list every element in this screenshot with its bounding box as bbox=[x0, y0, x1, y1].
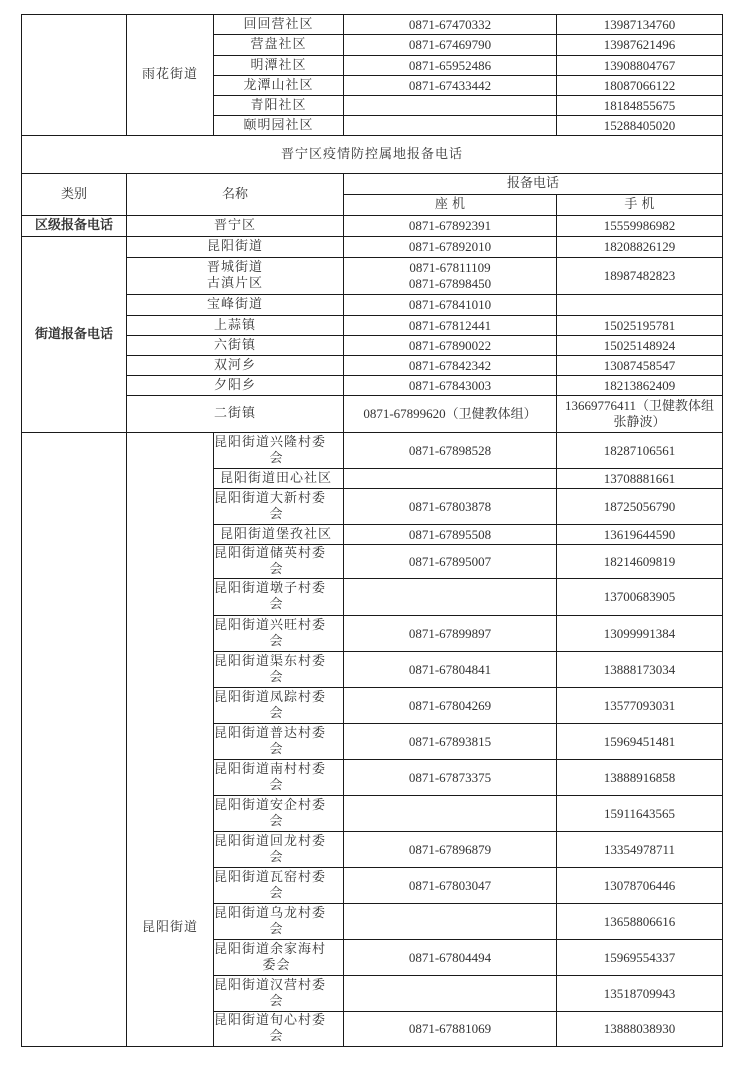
landline bbox=[344, 796, 557, 832]
landline: 0871-67895007 bbox=[344, 545, 557, 579]
landline: 0871-67804494 bbox=[344, 940, 557, 976]
landline: 0871-67812441 bbox=[408, 317, 492, 333]
street-subname: 古滇片区 bbox=[206, 276, 263, 291]
village-name: 昆阳街道凤踪村委 bbox=[214, 689, 327, 705]
kunyang-street: 昆阳街道 bbox=[127, 433, 214, 1047]
village-name-cont: 会 bbox=[269, 993, 284, 1009]
table-row bbox=[22, 258, 723, 295]
table-row bbox=[22, 376, 723, 396]
table-row bbox=[22, 237, 723, 258]
district-category: 区级报备电话 bbox=[22, 216, 127, 237]
village-name-cell bbox=[214, 1012, 344, 1047]
street-name-cell bbox=[127, 316, 344, 336]
landline: 0871-67433442 bbox=[344, 76, 557, 96]
mobile: 15969451481 bbox=[557, 724, 723, 760]
landline-cell bbox=[344, 258, 557, 295]
streets-category: 街道报备电话 bbox=[22, 237, 127, 433]
table-row bbox=[22, 356, 723, 376]
landline bbox=[344, 904, 557, 940]
street-name: 上蒜镇 bbox=[213, 317, 256, 333]
street-name-cell bbox=[127, 356, 344, 376]
landline: 0871-65952486 bbox=[344, 56, 557, 76]
landline bbox=[344, 976, 557, 1012]
landline bbox=[344, 579, 557, 616]
mobile: 18987482823 bbox=[603, 268, 676, 283]
street-name: 夕阳乡 bbox=[213, 377, 256, 393]
village-name: 昆阳街道余家海村 bbox=[214, 941, 327, 957]
village-name: 昆阳街道堡孜社区 bbox=[220, 526, 333, 542]
table-row bbox=[22, 15, 723, 35]
village-name: 昆阳街道墩子村委 bbox=[214, 581, 327, 596]
village-name-cont: 会 bbox=[269, 450, 284, 466]
village-name: 昆阳街道田心社区 bbox=[220, 470, 333, 486]
mobile: 18213862409 bbox=[603, 377, 676, 393]
street-name: 六街镇 bbox=[213, 337, 256, 353]
table-row bbox=[22, 316, 723, 336]
community-name: 明潭社区 bbox=[214, 56, 344, 76]
village-name-cell bbox=[214, 724, 344, 760]
mobile-cell bbox=[557, 295, 723, 316]
district-landline: 0871-67892391 bbox=[344, 216, 557, 237]
mobile-cell bbox=[557, 356, 723, 376]
village-name: 昆阳街道渠东村委 bbox=[214, 653, 327, 669]
street-name-cell bbox=[127, 376, 344, 396]
village-name-cont: 会 bbox=[269, 669, 284, 685]
village-name-cont: 会 bbox=[269, 506, 284, 522]
mobile: 18287106561 bbox=[557, 433, 723, 469]
mobile: 15288405020 bbox=[557, 116, 723, 136]
landline-cell bbox=[344, 316, 557, 336]
mobile: 13669776411（卫健教体组张静波） bbox=[564, 398, 715, 429]
village-name-cell bbox=[214, 976, 344, 1012]
mobile-cell bbox=[557, 376, 723, 396]
village-name-cell bbox=[214, 545, 344, 579]
landline: 0871-67899620（卫健教体组） bbox=[363, 406, 537, 421]
landline-cell bbox=[344, 376, 557, 396]
mobile: 15025148924 bbox=[603, 337, 676, 353]
landline bbox=[344, 469, 557, 489]
table-row bbox=[22, 216, 723, 237]
mobile: 13700683905 bbox=[557, 579, 723, 616]
village-name: 昆阳街道安企村委 bbox=[214, 797, 327, 813]
street-name-cell bbox=[127, 396, 344, 433]
mobile: 13708881661 bbox=[557, 469, 723, 489]
header-phone: 报备电话 bbox=[344, 174, 723, 195]
community-name: 青阳社区 bbox=[214, 96, 344, 116]
village-name-cell bbox=[214, 688, 344, 724]
mobile: 18214609819 bbox=[557, 545, 723, 579]
table-row bbox=[22, 136, 723, 174]
table-row bbox=[22, 336, 723, 356]
landline: 0871-67842342 bbox=[408, 357, 492, 373]
street-name-cell bbox=[127, 237, 344, 258]
village-name: 昆阳街道汉营村委 bbox=[214, 977, 327, 993]
mobile-cell bbox=[557, 316, 723, 336]
mobile: 13987621496 bbox=[557, 35, 723, 56]
village-name: 昆阳街道储英村委 bbox=[214, 545, 327, 561]
landline: 0871-67899897 bbox=[344, 616, 557, 652]
landline: 0871-67469790 bbox=[344, 35, 557, 56]
street-name: 二街镇 bbox=[213, 406, 256, 421]
mobile: 13888173034 bbox=[557, 652, 723, 688]
header-name: 名称 bbox=[127, 174, 344, 216]
page-title: 晋宁区疫情防控属地报备电话 bbox=[22, 136, 723, 174]
street-name: 晋城街道 bbox=[206, 260, 263, 275]
landline: 0871-67804841 bbox=[344, 652, 557, 688]
landline: 0871-67895508 bbox=[344, 525, 557, 545]
mobile-cell bbox=[557, 396, 723, 433]
village-name-cell bbox=[214, 433, 344, 469]
landline: 0871-67890022 bbox=[408, 337, 492, 353]
mobile: 13908804767 bbox=[557, 56, 723, 76]
header-landline: 座 机 bbox=[344, 195, 557, 216]
street-name: 宝峰街道 bbox=[206, 297, 263, 312]
landline: 0871-67803878 bbox=[344, 489, 557, 525]
landline-cell bbox=[344, 396, 557, 433]
table-row bbox=[22, 174, 723, 195]
street-name: 昆阳街道 bbox=[206, 239, 263, 254]
village-name: 昆阳街道南村村委 bbox=[214, 761, 327, 777]
village-name: 昆阳街道旬心村委 bbox=[214, 1013, 327, 1028]
landline bbox=[344, 96, 557, 116]
community-name: 龙潭山社区 bbox=[214, 76, 344, 96]
landline: 0871-67893815 bbox=[344, 724, 557, 760]
landline-2: 0871-67898450 bbox=[408, 276, 492, 291]
village-name-cell bbox=[214, 652, 344, 688]
village-name-cell bbox=[214, 489, 344, 525]
village-name: 昆阳街道普达村委 bbox=[214, 725, 327, 741]
mobile: 13518709943 bbox=[557, 976, 723, 1012]
mobile: 13099991384 bbox=[557, 616, 723, 652]
landline: 0871-67892010 bbox=[408, 239, 492, 254]
category-cell-empty bbox=[22, 15, 127, 136]
village-name: 昆阳街道兴隆村委 bbox=[214, 434, 327, 450]
village-name-cell bbox=[214, 796, 344, 832]
mobile-cell bbox=[557, 237, 723, 258]
mobile: 15911643565 bbox=[557, 796, 723, 832]
village-name-cell bbox=[214, 940, 344, 976]
mobile: 18725056790 bbox=[557, 489, 723, 525]
landline-cell bbox=[344, 356, 557, 376]
header-category: 类别 bbox=[22, 174, 127, 216]
category-cell-empty bbox=[22, 433, 127, 1047]
village-name-cont: 会 bbox=[269, 1029, 284, 1044]
village-name-cont: 会 bbox=[269, 705, 284, 721]
village-name-cont: 会 bbox=[269, 885, 284, 901]
community-name: 颐明园社区 bbox=[214, 116, 344, 136]
village-name-cell bbox=[214, 525, 344, 545]
mobile: 15969554337 bbox=[557, 940, 723, 976]
village-name-cell bbox=[214, 868, 344, 904]
village-name: 昆阳街道瓦窑村委 bbox=[214, 869, 327, 885]
village-name: 昆阳街道乌龙村委 bbox=[214, 905, 327, 921]
landline: 0871-67881069 bbox=[344, 1012, 557, 1047]
mobile-cell bbox=[557, 336, 723, 356]
mobile-cell bbox=[557, 258, 723, 295]
landline: 0871-67898528 bbox=[344, 433, 557, 469]
landline bbox=[344, 116, 557, 136]
landline-cell bbox=[344, 295, 557, 316]
village-name-cont: 会 bbox=[269, 633, 284, 649]
street-name-cell bbox=[127, 258, 344, 295]
village-name-cell bbox=[214, 832, 344, 868]
street-name: 雨花街道 bbox=[127, 15, 214, 136]
village-name-cont: 会 bbox=[269, 849, 284, 865]
village-name-cont: 会 bbox=[269, 813, 284, 829]
mobile: 13888916858 bbox=[557, 760, 723, 796]
table-row bbox=[22, 433, 723, 469]
header-mobile: 手 机 bbox=[557, 195, 723, 216]
village-name-cell bbox=[214, 579, 344, 616]
landline: 0871-67803047 bbox=[344, 868, 557, 904]
district-mobile: 15559986982 bbox=[557, 216, 723, 237]
village-name-cont: 会 bbox=[269, 741, 284, 757]
village-name: 昆阳街道大新村委 bbox=[214, 490, 327, 506]
landline-cell bbox=[344, 336, 557, 356]
village-name-cont: 会 bbox=[269, 921, 284, 937]
landline-cell bbox=[344, 237, 557, 258]
landline: 0871-67843003 bbox=[408, 377, 492, 393]
district-name: 晋宁区 bbox=[127, 216, 344, 237]
village-name-cont: 会 bbox=[269, 561, 284, 577]
landline: 0871-67841010 bbox=[408, 297, 492, 312]
mobile: 13888038930 bbox=[557, 1012, 723, 1047]
village-name: 昆阳街道兴旺村委 bbox=[214, 617, 327, 633]
table-row bbox=[22, 396, 723, 433]
village-name-cont: 会 bbox=[269, 597, 284, 612]
village-name-cont: 委会 bbox=[262, 957, 291, 973]
mobile: 13987134760 bbox=[557, 15, 723, 35]
landline: 0871-67873375 bbox=[344, 760, 557, 796]
village-name-cell bbox=[214, 760, 344, 796]
street-name-cell bbox=[127, 295, 344, 316]
report-phone-table bbox=[21, 14, 723, 1047]
mobile: 15025195781 bbox=[603, 317, 676, 333]
street-name: 双河乡 bbox=[213, 357, 256, 373]
community-name: 回回营社区 bbox=[214, 15, 344, 35]
mobile: 13078706446 bbox=[557, 868, 723, 904]
mobile: 13619644590 bbox=[557, 525, 723, 545]
village-name-cont: 会 bbox=[269, 777, 284, 793]
mobile: 13087458547 bbox=[603, 357, 676, 373]
village-name: 昆阳街道回龙村委 bbox=[214, 833, 327, 849]
mobile: 18087066122 bbox=[557, 76, 723, 96]
table-row bbox=[22, 295, 723, 316]
landline: 0871-67896879 bbox=[344, 832, 557, 868]
mobile: 13658806616 bbox=[557, 904, 723, 940]
village-name-cell bbox=[214, 904, 344, 940]
landline: 0871-67811109 bbox=[409, 260, 491, 275]
mobile: 13354978711 bbox=[557, 832, 723, 868]
mobile: 18208826129 bbox=[603, 239, 676, 254]
mobile: 13577093031 bbox=[557, 688, 723, 724]
mobile: 18184855675 bbox=[557, 96, 723, 116]
landline: 0871-67804269 bbox=[344, 688, 557, 724]
village-name-cell bbox=[214, 616, 344, 652]
street-name-cell bbox=[127, 336, 344, 356]
village-name-cell bbox=[214, 469, 344, 489]
community-name: 营盘社区 bbox=[214, 35, 344, 56]
landline: 0871-67470332 bbox=[344, 15, 557, 35]
